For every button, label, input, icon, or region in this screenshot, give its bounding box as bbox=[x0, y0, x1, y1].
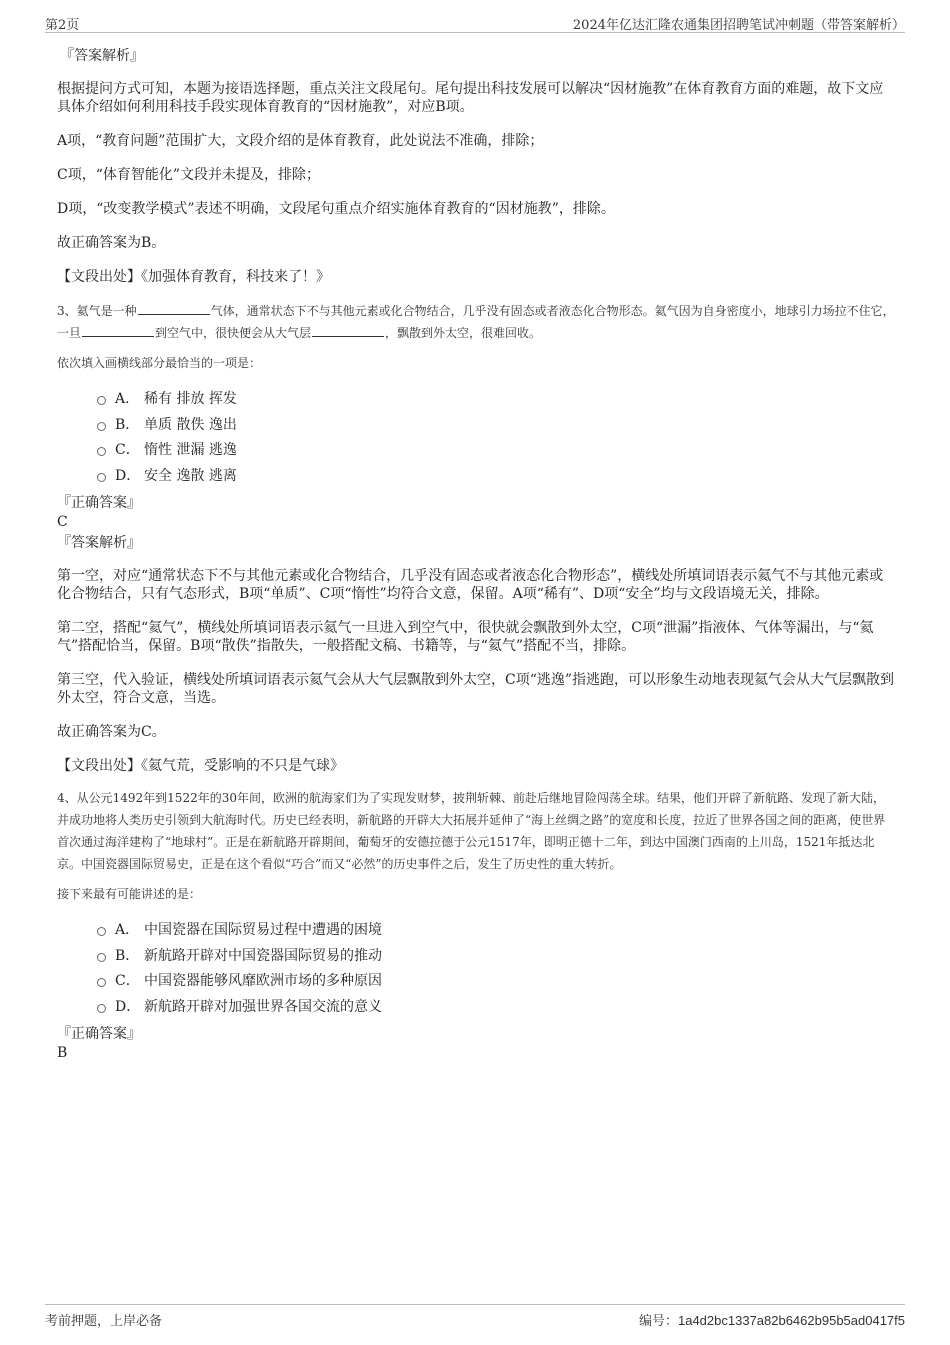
q3-analysis-para: 第一空，对应“通常状态下不与其他元素或化合物结合，几乎没有固态或者液态化合物形态”，横线处所填词语表示氦气不与其他元素或化合物结合，只有气态形式，B项“单质”、C项“惰性”均符合文意，保留。A项“稀有”、D项“安全”均与文段语境无关，排除。 bbox=[57, 568, 884, 602]
q2-source: 【文段出处】《加强体育教育，科技来了！》 bbox=[57, 269, 330, 285]
footer-code: 编号：1a4d2bc1337a82b6462b95b5ad0417f5 bbox=[638, 1313, 905, 1329]
q3-analysis-label: 『答案解析』 bbox=[57, 535, 141, 551]
q4-option-b[interactable]: B． 新航路开辟对中国瓷器国际贸易的推动 bbox=[57, 944, 895, 970]
blank-line bbox=[138, 302, 210, 315]
q2-analysis-para: 根据提问方式可知，本题为接语选择题，重点关注文段尾句。尾句提出科技发展可以解决“因材施教”在体育教育方面的难题，故下文应具体介绍如何利用科技手段实现体育教育的“因材施教”，对应B项。 bbox=[57, 81, 884, 115]
radio-icon[interactable] bbox=[97, 978, 106, 987]
q4-correct-label: 『正确答案』 bbox=[57, 1026, 141, 1042]
q4-option-a[interactable]: A． 中国瓷器在国际贸易过程中遭遇的困境 bbox=[57, 918, 895, 944]
q3-option-b[interactable]: B． 单质 散佚 逸出 bbox=[57, 413, 895, 439]
radio-icon[interactable] bbox=[97, 953, 106, 962]
q3-options bbox=[57, 387, 895, 489]
page-header bbox=[45, 14, 905, 33]
radio-icon[interactable] bbox=[97, 396, 106, 405]
page-footer bbox=[45, 1304, 905, 1327]
q3-option-d[interactable]: D． 安全 逸散 逃离 bbox=[57, 464, 895, 490]
blank-line bbox=[82, 324, 154, 337]
document-title: 2024年亿达汇隆农通集团招聘笔试冲刺题（带答案解析） bbox=[572, 18, 905, 33]
q2-analysis-para: A项，“教育问题”范围扩大，文段介绍的是体育教育，此处说法不准确，排除； bbox=[57, 133, 544, 149]
radio-icon[interactable] bbox=[97, 927, 106, 936]
q2-analysis-para: C项，“体育智能化”文段并未提及，排除； bbox=[57, 167, 321, 183]
q4-options bbox=[57, 918, 895, 1020]
radio-icon[interactable] bbox=[97, 473, 106, 482]
q3-analysis-para: 第二空，搭配“氦气”，横线处所填词语表示氦气一旦进入到空气中，很快就会飘散到外太空，C项“泄漏”指液体、气体等漏出，与“氦气”搭配恰当，保留。B项“散佚”指散失，一般搭配文稿、书籍等，与“氦气”搭配不当，排除。 bbox=[57, 620, 874, 654]
q4-option-d[interactable]: D． 新航路开辟对加强世界各国交流的意义 bbox=[57, 995, 895, 1021]
blank-line bbox=[312, 324, 384, 337]
q3-answer-line: 故正确答案为C。 bbox=[57, 724, 166, 740]
q4-stem: 4、从公元1492年到1522年的30年间，欧洲的航海家们为了实现发财梦，披荆斩棘、前赴后继地冒险闯荡全球。结果，他们开辟了新航路、发现了新大陆，并成功地将人类历史引领到大航海时代。历史已经表明，新航路的开辟大大拓展并延伸了“海上丝绸之路”的宽度和长度，拉近了世界各国之间的距离，使世界首次通过海洋建构了“地球村”。正是在新航路开辟期间，葡萄牙的安德拉德于公元1517年，即明正德十二年，到达中国澳门西南的上川岛，1521年抵达北京。中国瓷器国际贸易史，正是在这个看似“巧合”而又“必然”的历史事件之后，发生了历史性的重大转折。 bbox=[57, 791, 886, 871]
q4-option-c[interactable]: C． 中国瓷器能够风靡欧洲市场的多种原因 bbox=[57, 969, 895, 995]
q3-correct-label: 『正确答案』 bbox=[57, 495, 141, 511]
q3-analysis-para: 第三空，代入验证，横线处所填词语表示氦气会从大气层飘散到外太空，C项“逃逸”指逃跑，可以形象生动地表现氦气会从大气层飘散到外太空，符合文意，当选。 bbox=[57, 672, 895, 706]
radio-icon[interactable] bbox=[97, 1004, 106, 1013]
q3-source: 【文段出处】《氦气荒，受影响的不只是气球》 bbox=[57, 758, 344, 774]
page-content bbox=[57, 46, 895, 1062]
radio-icon[interactable] bbox=[97, 422, 106, 431]
q3-option-a[interactable]: A． 稀有 排放 挥发 bbox=[57, 387, 895, 413]
radio-icon[interactable] bbox=[97, 447, 106, 456]
q4-prompt: 接下来最有可能讲述的是： bbox=[57, 887, 202, 901]
footer-slogan: 考前押题，上岸必备 bbox=[45, 1314, 163, 1329]
page-number: 第2页 bbox=[45, 18, 80, 33]
q3-stem: 3、氦气是一种 气体，通常状态下不与其他元素或化合物结合，几乎没有固态或者液态化合物形态。氦气因为自身密度小，地球引力场拉不住它，一旦 到空气中，很快便会从大气层 ，飘散到外太空，很难回收。 bbox=[57, 304, 895, 340]
q2-analysis-para: D项，“改变教学模式”表述不明确，文段尾句重点介绍实施体育教育的“因材施教”，排除。 bbox=[57, 201, 615, 217]
q2-analysis-label: 『答案解析』 bbox=[60, 48, 144, 64]
q4-correct-answer: B bbox=[57, 1045, 68, 1061]
q2-answer-line: 故正确答案为B。 bbox=[57, 235, 166, 251]
q3-correct-answer: C bbox=[57, 514, 68, 530]
q3-prompt: 依次填入画横线部分最恰当的一项是： bbox=[57, 356, 262, 370]
q3-option-c[interactable]: C． 惰性 泄漏 逃逸 bbox=[57, 438, 895, 464]
